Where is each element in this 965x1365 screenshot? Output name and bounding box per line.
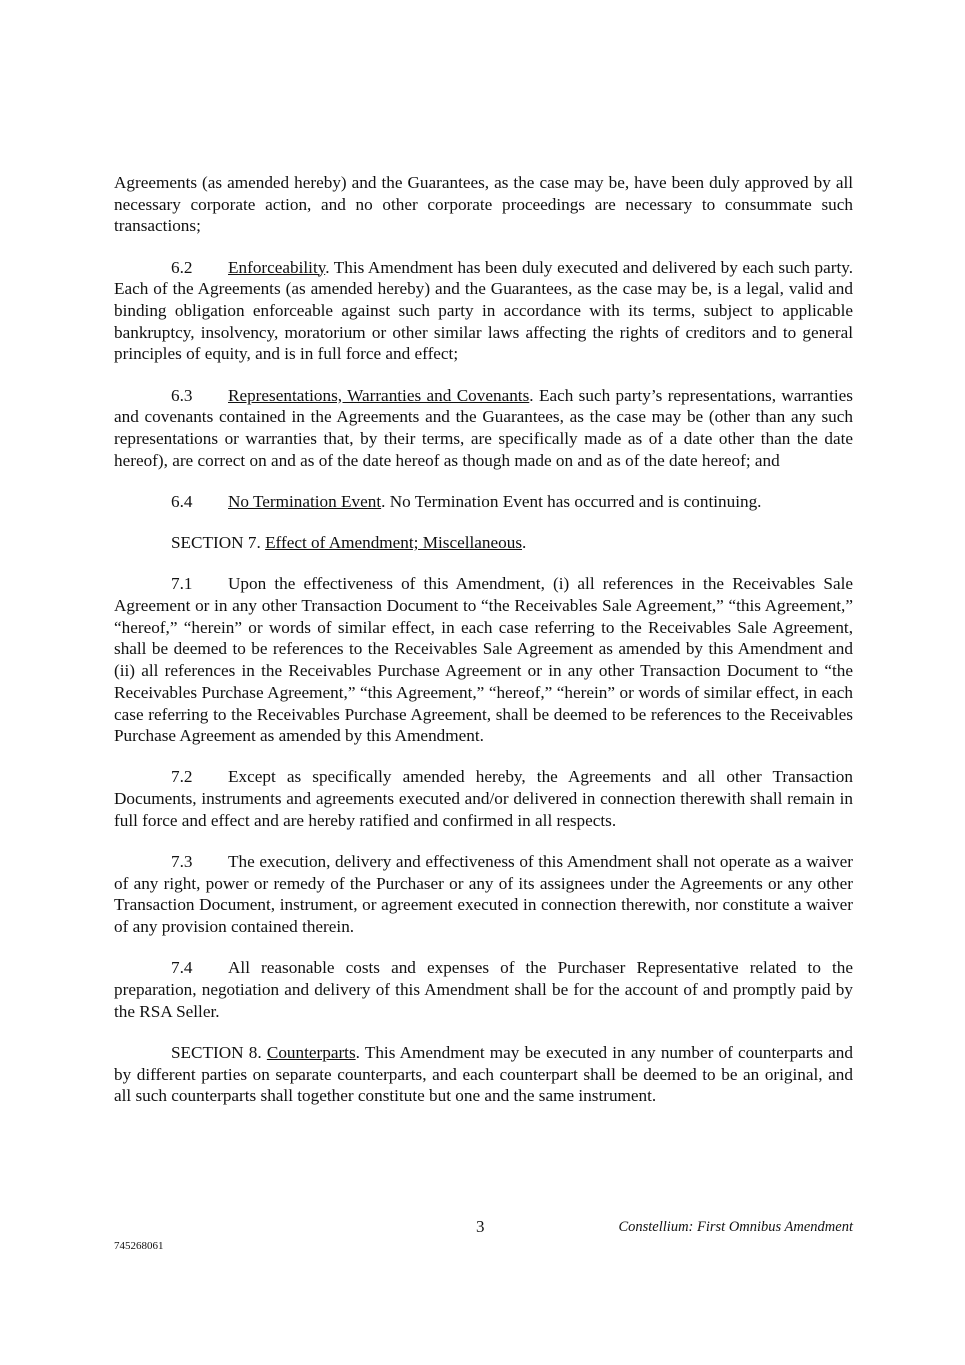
section-8 bbox=[114, 1042, 853, 1107]
section-number: 6.2 bbox=[171, 257, 193, 277]
paragraph-6-2 bbox=[114, 257, 853, 366]
section-number: 7.2 bbox=[171, 767, 193, 787]
paragraph-text: Agreements (as amended hereby) and the Guarantees, as the case may be, have been duly approved by all necessary corporate action, and no other corporate proceedings are necessary to consummate such transactions; bbox=[114, 173, 853, 236]
paragraph-text: . No Termination Event has occurred and is continuing. bbox=[381, 491, 762, 511]
section-heading: Representations, Warranties and Covenants bbox=[228, 385, 530, 405]
section-number: 6.3 bbox=[171, 385, 193, 405]
paragraph-7-1 bbox=[114, 573, 853, 747]
section-heading: Enforceability bbox=[228, 257, 326, 277]
paragraph-7-2 bbox=[114, 766, 853, 831]
paragraph-text: All reasonable costs and expenses of the Purchaser Representative related to the preparation, negotiation and delivery of this Amendment shall be for the account of and promptly paid by the RSA Seller. bbox=[114, 958, 853, 1021]
section-number: 7.4 bbox=[171, 958, 193, 978]
paragraph-text: Except as specifically amended hereby, the Agreements and all other Transaction Documents, instruments and agreements executed and/or delivered in connection therewith shall remain in full force and effect and are hereby ratified and confirmed in all respects. bbox=[114, 767, 853, 830]
paragraph-6-3 bbox=[114, 385, 853, 472]
document-id: 745268061 bbox=[114, 1240, 164, 1252]
section-7-heading bbox=[114, 532, 853, 554]
section-prefix: SECTION 8. bbox=[171, 1043, 267, 1062]
page-number: 3 bbox=[476, 1217, 485, 1236]
paragraph-continuation bbox=[114, 172, 853, 237]
section-heading: No Termination Event bbox=[228, 491, 382, 511]
section-number: 7.3 bbox=[171, 852, 193, 872]
paragraph-text: . This Amendment has been duly executed and delivered by each such party. Each of the Agreements (as amended hereby) and the Guarantees, as the case may be, is a legal, valid and binding obligation enforceable against such party in accordance with its terms, subject to applicable bankruptcy, insolvency, moratorium or other similar laws affecting the rights of creditors and to general principles of equity, and is in full force and effect; bbox=[114, 257, 853, 364]
paragraph-7-3 bbox=[114, 851, 853, 938]
section-heading: Effect of Amendment; Miscellaneous bbox=[265, 533, 523, 553]
paragraph-7-4 bbox=[114, 957, 853, 1022]
section-prefix: SECTION 7. bbox=[171, 533, 266, 553]
paragraph-text: The execution, delivery and effectiveness of this Amendment shall not operate as a waiver of any right, power or remedy of the Purchaser or any of its assignees under the Agreements or any other Transaction Document, instrument, or agreement executed in connection therewith, nor constitute a waiver of any provision contained therein. bbox=[114, 852, 853, 937]
footer-title: Constellium: First Omnibus Amendment bbox=[618, 1219, 853, 1235]
section-number: 6.4 bbox=[171, 491, 193, 511]
section-number: 7.1 bbox=[171, 574, 193, 594]
paragraph-text: . This Amendment may be executed in any number of counterparts and by different parties on separate counterparts, and each counterpart shall be deemed to be an original, and all such counterparts shall together constitute but one and the same instrument. bbox=[114, 1043, 853, 1106]
paragraph-text: Upon the effectiveness of this Amendment, (i) all references in the Receivables Sale Agreement or in any other Transaction Document to “the Receivables Sale Agreement,” “this Agreement,” “hereof,” “herein” or words of similar effect, in each case referring to the Receivables Sale Agreement, shall be deemed to be references to the Receivables Sale Agreement as amended by this Amendment and (ii) all references in the Receivables Purchase Agreement or in any other Transaction Document to “the Receivables Purchase Agreement,” “this Agreement,” “hereof,” “herein” or words of similar effect, in each case referring to the Receivables Purchase Agreement, shall be deemed to be references to the Receivables Purchase Agreement as amended by this Amendment. bbox=[114, 574, 853, 746]
paragraph-6-4 bbox=[114, 491, 853, 513]
paragraph-text: . Each such party’s representations, warranties and covenants contained in the Agreements and the Guarantees, as the case may be (other than any such representations or warranties that, by their terms, are specifically made as of a date other than the date hereof), are correct on and as of the date hereof as though made on and as of the date hereof; and bbox=[114, 385, 853, 470]
section-suffix: . bbox=[522, 533, 527, 553]
section-heading: Counterparts bbox=[266, 1043, 356, 1062]
document-body bbox=[114, 172, 853, 1127]
